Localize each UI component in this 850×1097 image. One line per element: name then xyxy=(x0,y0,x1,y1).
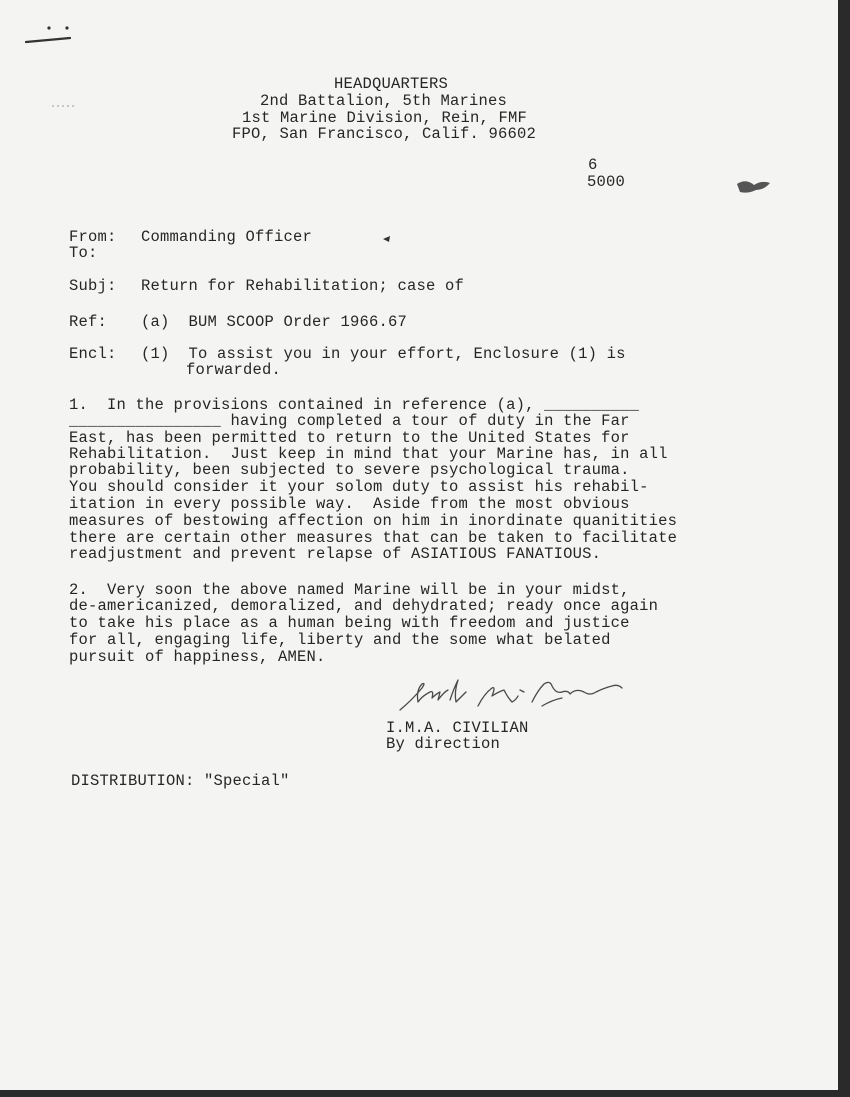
ref-label: Ref: xyxy=(69,313,108,331)
paragraph-1-line: itation in every possible way. Aside from the most obvious xyxy=(69,495,630,513)
paragraph-2-line: 2. Very soon the above named Marine will be in your midst, xyxy=(69,581,630,599)
paragraph-1-line: You should consider it your solom duty to assist his rehabil- xyxy=(69,478,649,496)
ink-dot xyxy=(382,235,392,243)
file-code-1: 6 xyxy=(588,156,598,174)
paragraph-1-line: ________________ having completed a tour of duty in the Far xyxy=(69,412,630,430)
paragraph-2-line: for all, engaging life, liberty and the some what belated xyxy=(69,631,611,649)
header-division: 1st Marine Division, Rein, FMF xyxy=(242,109,528,127)
signer-title: By direction xyxy=(386,735,501,753)
signer-name: I.M.A. CIVILIAN xyxy=(386,719,529,737)
paragraph-1-line: measures of bestowing affection on him in inordinate quanitities xyxy=(69,512,678,530)
to-label: To: xyxy=(69,244,98,262)
encl-line-2: forwarded. xyxy=(186,361,282,379)
subj-value: Return for Rehabilitation; case of xyxy=(141,277,465,295)
pencil-mark xyxy=(22,22,82,52)
paragraph-1-line: probability, been subjected to severe psychological trauma. xyxy=(69,461,630,479)
paragraph-1-line: readjustment and prevent relapse of ASIATIOUS FANATIOUS. xyxy=(69,545,602,563)
ref-value: (a) BUM SCOOP Order 1966.67 xyxy=(141,313,408,331)
encl-label: Encl: xyxy=(69,345,117,363)
paragraph-1-line: Rehabilitation. Just keep in mind that your Marine has, in all xyxy=(69,445,668,463)
distribution-line: DISTRIBUTION: "Special" xyxy=(71,772,290,790)
paragraph-2-line: pursuit of happiness, AMEN. xyxy=(69,648,326,666)
from-value: Commanding Officer xyxy=(141,228,313,246)
from-label: From: xyxy=(69,228,117,246)
paragraph-1-line: there are certain other measures that can be taken to facilitate xyxy=(69,529,678,547)
header-address: FPO, San Francisco, Calif. 96602 xyxy=(232,125,537,143)
paragraph-1-line: 1. In the provisions contained in reference (a), __________ xyxy=(69,396,640,414)
paragraph-2-line: to take his place as a human being with freedom and justice xyxy=(69,614,630,632)
header-battalion: 2nd Battalion, 5th Marines xyxy=(260,92,508,110)
file-code-2: 5000 xyxy=(587,173,626,191)
paragraph-2-line: de-americanized, demoralized, and dehydrated; ready once again xyxy=(69,597,659,615)
handwritten-signature xyxy=(392,670,632,720)
paragraph-1-line: East, has been permitted to return to the United States for xyxy=(69,429,630,447)
ink-speck xyxy=(50,102,80,110)
subj-label: Subj: xyxy=(69,277,117,295)
encl-line-1: (1) To assist you in your effort, Enclosure (1) is xyxy=(141,345,626,363)
ink-smudge xyxy=(734,176,774,198)
header-headquarters: HEADQUARTERS xyxy=(334,75,449,93)
